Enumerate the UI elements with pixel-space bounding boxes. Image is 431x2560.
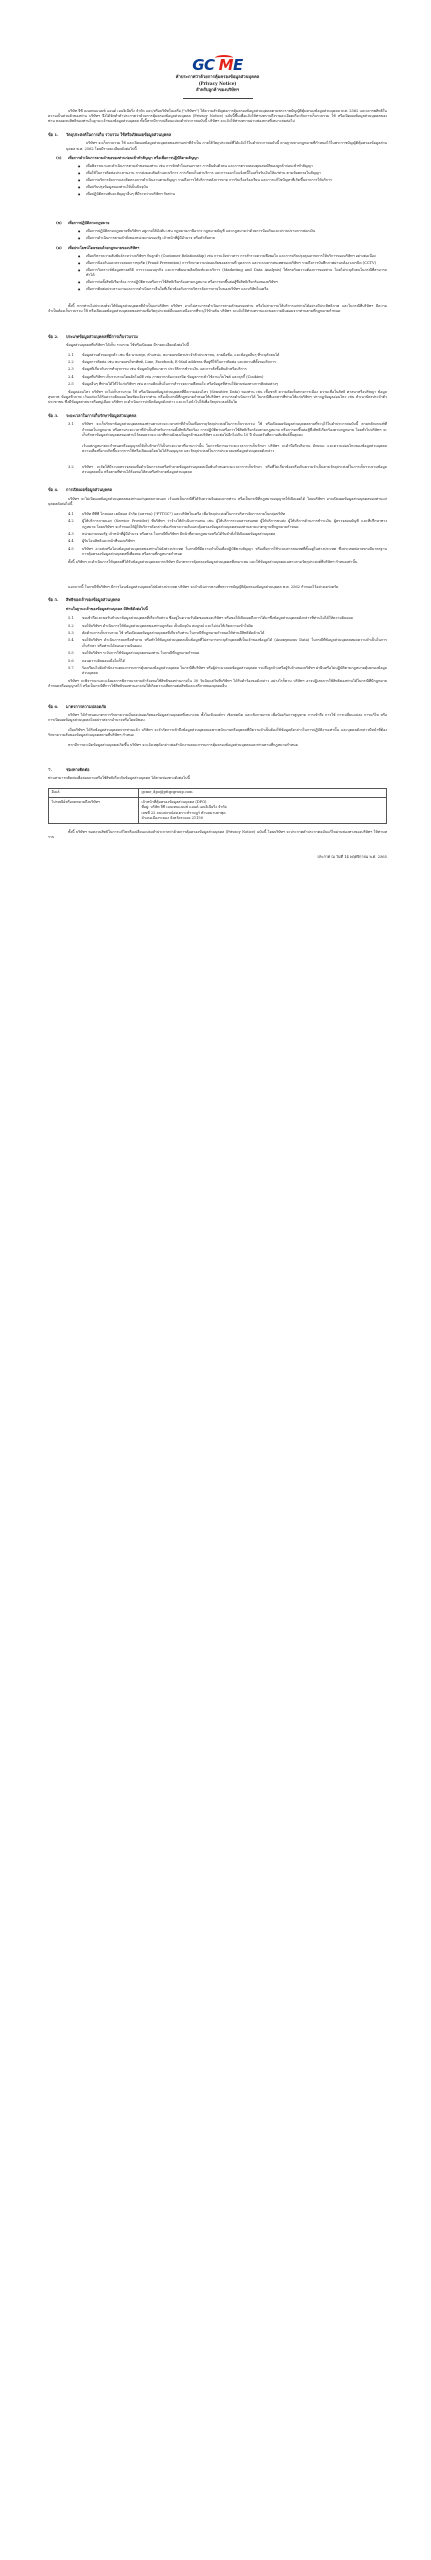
section-1-intro: บริษัทฯ จะเก็บรวบรวม ใช้ และเปิดเผยข้อมูลส่วนบุคคลของท่านเท่าที่จำเป็น ภายใต้วัตถุประสงค์ที่ได้แจ้งไว้ในคำประกาศฉบับนี้ ตามฐานทางกฎหมายที่กำหนดไว้ในพระราชบัญญัติคุ้มครองข้อมูลส่วนบุคคล พ.ศ. 2562 โดยมีรายละเอียดดังต่อไปนี้ <box>66 141 387 151</box>
title-en: (Privacy Notice) <box>198 80 237 86</box>
list-item: 2.5 ข้อมูลอื่นๆ ที่ท่านได้ให้ไว้แก่บริษัทฯ เช่น ความคิดเห็นในการสำรวจความพึงพอใจ หรือข้อมูลที่ท่านให้ผ่านช่องทางการติดต่อต่างๆ <box>68 382 279 387</box>
section-1b-list <box>48 229 387 241</box>
list-item: 2.3 ข้อมูลที่เกี่ยวกับการทำธุรกรรม เช่น ข้อมูลบัญชีธนาคาร ประวัติการชำระเงิน และการสั่งซื้อสินค้าหรือบริการ <box>68 367 247 372</box>
list-item: 2.2 ข้อมูลการติดต่อ เช่น หมายเลขโทรศัพท์, Line, Facebook, E-Mail address ที่อยู่ที่ใช้ในการติดต่อ และสถานที่ตั้งของกิจการ <box>68 359 276 364</box>
logo-letter-e: E <box>233 55 243 74</box>
list-item: 3.1 บริษัทฯ จะเก็บรักษาข้อมูลส่วนบุคคลของท่านตามระยะเวลาเท่าที่จำเป็นเพื่อบรรลุวัตถุประสงค์ในการเก็บรวบรวม ใช้ หรือเปิดเผยข้อมูลส่วนบุคคลตามที่ระบุไว้ในคำประกาศฉบับนี้ ตามหลักเกณฑ์ที่กำหนดในกฎหมาย หรือตามระยะเวลาที่จำเป็นสำหรับการก่อตั้งสิทธิเรียกร้อง การปฏิบัติตามหรือการใช้สิทธิเรียกร้องตามกฎหมาย หรือการยกขึ้นต่อสู้ซึ่งสิทธิเรียกร้องตามกฎหมาย โดยทั่วไปบริษัทฯ จะเก็บรักษาข้อมูลส่วนบุคคลของท่านไว้ตลอดระยะเวลาที่ท่านยังคงเป็นลูกค้าของบริษัทฯ และต่อไปอีกไม่เกิน 10 ปี นับแต่วันที่ความสัมพันธ์สิ้นสุดลง เว้นแต่กฎหมายจะกำหนดหรืออนุญาตให้เก็บรักษาไว้เป็นระยะเวลาที่นานกว่านั้น ในการพิจารณาระยะเวลาการเก็บรักษา บริษัทฯ จะคำนึงถึงปริมาณ ลักษณะ และความอ่อนไหวของข้อมูลส่วนบุคคล ความเสี่ยงที่อาจเกิดขึ้นจากการใช้หรือเปิดเผยโดยไม่ได้รับอนุญาต และวัตถุประสงค์ในการประมวลผลข้อมูลส่วนบุคคลดังกล่าว <box>68 422 387 454</box>
list-item: 5.5 ขอให้บริษัทฯ ระงับการใช้ข้อมูลส่วนบุคคลของท่าน ในกรณีที่กฎหมายกำหนด <box>68 651 200 656</box>
section-1a-heading: (ก) เพื่อการดำเนินการตามคำขอของท่านก่อนเข้าทำสัญญา หรือเพื่อการปฏิบัติตามสัญญา <box>56 155 199 160</box>
list-item: ● เพื่อการปฏิบัติตามกฎหมายที่บริษัทฯ อยู่ภายใต้บังคับ เช่น กฎหมายภาษีอากร กฎหมายบัญชี และกฎหมายว่าด้วยการป้องกันและปราบปรามการฟอกเงิน <box>86 229 387 234</box>
section-1a-list <box>48 164 387 197</box>
section-1c-heading: (ค) เพื่อประโยชน์โดยชอบด้วยกฎหมายของบริษัทฯ <box>56 245 140 250</box>
list-item: 4.2 ผู้ให้บริการภายนอก (Service Provider) ที่บริษัทฯ ว่าจ้างให้ดำเนินการแทน เช่น ผู้ให้บริการระบบสารสนเทศ ผู้ให้บริการขนส่ง ผู้ให้บริการด้านการชำระเงิน ผู้ตรวจสอบบัญชี และที่ปรึกษาทางกฎหมาย โดยบริษัทฯ จะกำหนดให้ผู้ให้บริการดังกล่าวต้องรักษาความลับและคุ้มครองข้อมูลส่วนบุคคลของท่านตามมาตรฐานที่กฎหมายกำหนด <box>68 519 387 529</box>
list-item: ● เพื่อการก่อตั้งสิทธิเรียกร้อง การปฏิบัติตามหรือการใช้สิทธิเรียกร้องตามกฎหมาย หรือการยกขึ้นต่อสู้ซึ่งสิทธิเรียกร้องของบริษัทฯ <box>86 280 387 285</box>
section-5-heading: ข้อ 5. สิทธิของเจ้าของข้อมูลส่วนบุคคล <box>48 597 121 603</box>
section-2-list <box>48 353 387 388</box>
list-item: 5.3 คัดค้านการเก็บรวบรวม ใช้ หรือเปิดเผยข้อมูลส่วนบุคคลที่เกี่ยวกับท่าน ในกรณีที่กฎหมายกำหนดให้ท่านมีสิทธิคัดค้านได้ <box>68 630 265 635</box>
section-2-heading: ข้อ 2. ประเภทข้อมูลส่วนบุคคลที่มีการเก็บรวบรวม <box>48 333 138 339</box>
company-logo <box>192 55 243 74</box>
section-6-paragraph-3: หากมีการละเมิดข้อมูลส่วนบุคคลเกิดขึ้น บริษัทฯ จะแจ้งเหตุดังกล่าวต่อสำนักงานคณะกรรมการคุ้มครองข้อมูลส่วนบุคคลและท่านตามที่กฎหมายกำหนด <box>68 742 298 747</box>
section-7-outro: ทั้งนี้ บริษัทฯ ขอสงวนสิทธิในการแก้ไขหรือเปลี่ยนแปลงคำประกาศว่าด้วยการคุ้มครองข้อมูลส่วนบุคคล (Privacy Notice) ฉบับนี้ โดยบริษัทฯ จะประกาศคำประกาศฉบับแก้ไขผ่านช่องทางของบริษัทฯ ให้ท่านทราบ <box>48 829 387 840</box>
intro-paragraph: บริษัท จีซี เมนเทนแนนซ์ แอนด์ เอนจิเนียริ่ง จำกัด และ/หรือบริษัทในเครือ ("บริษัทฯ") ให้ความสำคัญต่อการคุ้มครองข้อมูลส่วนบุคคลตามพระราชบัญญัติคุ้มครองข้อมูลส่วนบุคคล พ.ศ. 2562 และเคารพสิทธิในความเป็นส่วนตัวของท่าน บริษัทฯ จึงได้จัดทำคำประกาศว่าด้วยการคุ้มครองข้อมูลส่วนบุคคล (Privacy Notice) ฉบับนี้ขึ้นเพื่อแจ้งให้ท่านทราบถึงรายละเอียดเกี่ยวกับการเก็บรวบรวม ใช้ หรือเปิดเผยข้อมูลส่วนบุคคลของท่าน ตลอดจนสิทธิของท่านในฐานะเจ้าของข้อมูลส่วนบุคคล ทั้งนี้หากมีการเปลี่ยนแปลงคำประกาศฉบับนี้ บริษัทฯ จะแจ้งให้ท่านทราบผ่านช่องทางที่เหมาะสมต่อไป <box>48 108 387 124</box>
list-item: 5.7 ร้องเรียนไปยังสำนักงานคณะกรรมการคุ้มครองข้อมูลส่วนบุคคล ในกรณีที่บริษัทฯ หรือผู้ประมวลผลข้อมูลส่วนบุคคล รวมถึงลูกจ้างหรือผู้รับจ้างของบริษัทฯ ฝ่าฝืนหรือไม่ปฏิบัติตามกฎหมายคุ้มครองข้อมูลส่วนบุคคล <box>68 666 387 676</box>
title-divider <box>183 98 253 99</box>
list-item: 2.1 ข้อมูลส่วนตัวของลูกค้า เช่น ชื่อ-นามสกุล, ตำแหน่ง, หมายเลขบัตรประจำตัวประชาชน, ลายมือชื่อ, และข้อมูลอื่นๆ ที่ระบุตัวตนได้ <box>68 352 280 357</box>
section-1-heading: ข้อ 1. วัตถุประสงค์ในการเก็บ รวบรวม ใช้หรือเปิดเผยข้อมูลส่วนบุคคล <box>48 131 172 137</box>
section-1-outro: ทั้งนี้ หากท่านไม่ประสงค์จะให้ข้อมูลส่วนบุคคลที่จำเป็นแก่บริษัทฯ บริษัทฯ อาจไม่สามารถดำเนินการตามคำขอของท่าน หรือไม่สามารถให้บริการแก่ท่านได้อย่างมีประสิทธิภาพ และในกรณีที่บริษัทฯ มีความจำเป็นต้องเก็บรวบรวม ใช้ หรือเปิดเผยข้อมูลส่วนบุคคลของท่านเพื่อวัตถุประสงค์อื่นนอกเหนือจากที่ระบุไว้ข้างต้น บริษัทฯ จะแจ้งให้ท่านทราบและขอความยินยอมจากท่านตามที่กฎหมายกำหนด <box>48 303 387 314</box>
announcement-date: ประกาศ ณ วันที่ 14 พฤศจิกายน พ.ศ. 2565 <box>317 854 387 859</box>
contact-email-link[interactable]: gcme_dpo@pttgcgroup.com <box>139 788 387 797</box>
section-6-heading: ข้อ 6. มาตรการความปลอดภัย <box>48 703 107 709</box>
contact-table <box>48 788 387 824</box>
section-5-outro: บริษัทฯ จะพิจารณาและแจ้งผลการพิจารณาตามคำร้องขอใช้สิทธิของท่านภายใน 30 วันนับแต่วันที่บริษัทฯ ได้รับคำร้องขอดังกล่าว อย่างไรก็ตาม บริษัทฯ อาจปฏิเสธการใช้สิทธิของท่านได้ในกรณีที่มีกฎหมายกำหนดหรืออนุญาตไว้ หรือเป็นกรณีที่การใช้สิทธิของท่านอาจก่อให้เกิดความเสียหายต่อสิทธิและเสรีภาพของบุคคลอื่น <box>48 678 387 689</box>
list-item: 4.5 บริษัทฯ อาจส่งหรือโอนข้อมูลส่วนบุคคลของท่านไปยังต่างประเทศ ในกรณีที่มีความจำเป็นเพื่อปฏิบัติตามสัญญา หรือเพื่อการใช้ระบบสารสนเทศที่ตั้งอยู่ในต่างประเทศ ซึ่งประเทศปลายทางมีมาตรฐานการคุ้มครองข้อมูลส่วนบุคคลที่เพียงพอ หรือตามที่กฎหมายกำหนด <box>68 546 387 557</box>
section-1b-heading: (ข) เพื่อการปฏิบัติตามกฎหมาย <box>56 220 110 225</box>
section-3-heading: ข้อ 3. ระยะเวลาในการเก็บรักษาข้อมูลส่วนบุคคล <box>48 412 137 418</box>
section-3-list <box>48 422 387 475</box>
section-7-intro: ท่านสามารถติดต่อเพื่อสอบถามหรือใช้สิทธิเกี่ยวกับข้อมูลส่วนบุคคล ได้ตามช่องทางดังต่อไปนี้ <box>48 776 190 781</box>
logo-letter-g: G <box>192 55 205 74</box>
list-item: 5.2 ขอให้บริษัทฯ ดำเนินการให้ข้อมูลส่วนบุคคลของท่านถูกต้อง เป็นปัจจุบัน สมบูรณ์ และไม่ก่อให้เกิดความเข้าใจผิด <box>68 623 253 628</box>
list-item: ● เพื่อการดำเนินการตามคำสั่งของหน่วยงานของรัฐ เจ้าหน้าที่ผู้มีอำนาจ หรือคำสั่งศาล <box>86 236 387 241</box>
list-item: ● เพื่อการป้องกันและตรวจสอบการทุจริต (Fraud Prevention) การรักษาความปลอดภัยของสถานที่ บุคลากร และระบบสารสนเทศของบริษัทฯ รวมถึงการบันทึกภาพผ่านกล้องวงจรปิด (CCTV) <box>86 261 387 266</box>
list-item: 5.1 ขอเข้าถึงและขอรับสำเนาข้อมูลส่วนบุคคลที่เกี่ยวกับท่าน ซึ่งอยู่ในความรับผิดชอบของบริษัทฯ หรือขอให้เปิดเผยถึงการได้มาซึ่งข้อมูลส่วนบุคคลดังกล่าวที่ท่านไม่ได้ให้ความยินยอม <box>68 616 353 621</box>
list-item: ● เพื่อการบริหารจัดการและติดตามการดำเนินงานตามสัญญา รวมถึงการให้บริการหลังการขาย การรับเรื่องร้องเรียน และการแก้ไขปัญหาที่เกิดขึ้นจากการให้บริการ <box>86 178 387 183</box>
table-row: อีเมล์ gcme_dpo@pttgcgroup.com <box>49 788 387 797</box>
section-4-list <box>48 512 387 558</box>
list-item: 3.2 บริษัทฯ จะจัดให้มีระบบตรวจสอบเพื่อดำเนินการลบหรือทำลายข้อมูลส่วนบุคคลเมื่อพ้นกำหนดระยะเวลาการเก็บรักษา หรือที่ไม่เกี่ยวข้องหรือเกินความจำเป็นตามวัตถุประสงค์ในการเก็บรวบรวมข้อมูลส่วนบุคคลนั้น หรือตามที่ท่านได้ร้องขอให้ลบหรือทำลายข้อมูลส่วนบุคคล <box>68 464 387 475</box>
section-2-sensitive-data: ข้อมูลอ่อนไหว บริษัทฯ จะไม่เก็บรวบรวม ใช้ หรือเปิดเผยข้อมูลส่วนบุคคลที่มีความอ่อนไหว (Sensitive Data) ของท่าน เช่น เชื้อชาติ ความคิดเห็นทางการเมือง ความเชื่อในลัทธิ ศาสนาหรือปรัชญา ข้อมูลสุขภาพ ข้อมูลชีวภาพ เว้นแต่จะได้รับความยินยอมโดยชัดแจ้งจากท่าน หรือเป็นกรณีที่กฎหมายกำหนดให้บริษัทฯ สามารถดำเนินการได้ ในกรณีที่เอกสารที่ท่านให้แก่บริษัทฯ ปรากฏข้อมูลอ่อนไหว เช่น สำเนาบัตรประจำตัวประชาชน ซึ่งมีข้อมูลศาสนาหรือหมู่เลือด บริษัทฯ จะดำเนินการปกปิดข้อมูลดังกล่าว และจะไม่นำไปใช้เพื่อวัตถุประสงค์อื่นใด <box>48 389 387 405</box>
section-6-paragraph-1: บริษัทฯ ได้กำหนดมาตรการรักษาความมั่นคงปลอดภัยของข้อมูลส่วนบุคคลที่เหมาะสม ทั้งในเชิงองค์กร เชิงเทคนิค และเชิงกายภาพ เพื่อป้องกันการสูญหาย การเข้าถึง การใช้ การเปลี่ยนแปลง การแก้ไข หรือการเปิดเผยข้อมูลส่วนบุคคลโดยปราศจากอำนาจหรือโดยมิชอบ <box>48 713 387 723</box>
section-7-heading: 7. ช่องทางติดต่อ <box>48 767 90 773</box>
list-item: ● เพื่อการติดต่อประสานงานและการดำเนินการอื่นใดที่เกี่ยวข้องกับการบริหารจัดการภายในของบริษัทฯ และบริษัทในเครือ <box>86 287 387 292</box>
table-row: ไปรษณีย์หรือจดหมายถึงบริษัทฯ เจ้าหน้าที่คุ้มครองข้อมูลส่วนบุคคล (DPO) ที่อยู่: บริษัท จีซี เมนเทนแนนซ์ แอนด์ เอนจิเนียริ่ง จำกัด เลขที่ 22 ถนนปกรณ์สงเคราะห์ราษฎร์ ตำบลมาบตาพุด อำเภอเมืองระยอง จังหวัดระยอง 21150 <box>49 798 387 824</box>
list-item: ● เพื่อการวิเคราะห์ข้อมูลทางสถิติ การวางแผนธุรกิจ และการพัฒนาผลิตภัณฑ์และบริการ (Marketing and Data Analysis) ให้ตรงกับความต้องการของท่าน โดยไม่ระบุตัวตนในกรณีที่สามารถทำได้ <box>86 268 387 279</box>
section-6-paragraph-2: เมื่อบริษัทฯ ได้รับข้อมูลส่วนบุคคลจากท่านแล้ว บริษัทฯ จะจำกัดการเข้าถึงข้อมูลส่วนบุคคลเฉพาะพนักงานหรือบุคคลที่มีความจำเป็นต้องใช้ข้อมูลดังกล่าวในการปฏิบัติงานเท่านั้น และบุคคลดังกล่าวมีหน้าที่ต้องรักษาความลับของข้อมูลส่วนบุคคลตามที่บริษัทฯ กำหนด <box>48 727 387 738</box>
list-item: 4.4 ผู้รับโอนสิทธิและหน้าที่ของบริษัทฯ <box>68 539 135 544</box>
section-4-outro: ทั้งนี้ บริษัทฯ จะดำเนินการให้บุคคลที่ได้รับข้อมูลส่วนบุคคลจากบริษัทฯ มีมาตรการคุ้มครองข้อมูลส่วนบุคคลที่เหมาะสม และใช้ข้อมูลส่วนบุคคลเฉพาะตามวัตถุประสงค์ที่บริษัทฯ กำหนดเท่านั้น <box>68 559 358 564</box>
list-item: ● เพื่อบริหารความสัมพันธ์ระหว่างบริษัทฯ กับลูกค้า (Customer Relationship) เช่น การแจ้งข่าวสาร การสำรวจความพึงพอใจ และการปรับปรุงคุณภาพการให้บริการของบริษัทฯ อย่างต่อเนื่อง <box>86 254 387 259</box>
section-4-outro-2: นอกจากนี้ ในกรณีที่บริษัทฯ มีการโอนข้อมูลส่วนบุคคลไปยังต่างประเทศ บริษัทฯ จะดำเนินการตามที่พระราชบัญญัติคุ้มครองข้อมูลส่วนบุคคล พ.ศ. 2562 กำหนดไว้อย่างเคร่งครัด <box>68 584 339 589</box>
logo-area <box>48 0 387 72</box>
list-item: 5.4 ขอให้บริษัทฯ ดำเนินการลบหรือทำลาย หรือทำให้ข้อมูลส่วนบุคคลเป็นข้อมูลที่ไม่สามารถระบุตัวบุคคลที่เป็นเจ้าของข้อมูลได้ (Anonymous Data) ในกรณีที่ข้อมูลส่วนบุคคลหมดความจำเป็นในการเก็บรักษา หรือท่านได้ถอนความยินยอม <box>68 638 387 648</box>
section-1c-list <box>48 254 387 292</box>
section-5-lead: ท่านในฐานะเจ้าของข้อมูลส่วนบุคคล มีสิทธิดังต่อไปนี้ <box>66 606 148 611</box>
list-item: ● เพื่อปฏิบัติตามพันธะสัญญาอื่นๆ ที่มีระหว่างบริษัทฯ กับท่าน <box>86 192 387 197</box>
list-item: 2.4 ข้อมูลที่บริษัทฯ เก็บรวบรวมโดยอัตโนมัติ เช่น ภาพจากกล้องวงจรปิด ข้อมูลการเข้าใช้งานเว็บไซต์ และคุกกี้ (Cookies) <box>68 374 264 379</box>
document-title <box>48 74 387 94</box>
list-item: 4.1 บริษัท พีทีที โกลบอล เคมิคอล จำกัด (มหาชน) ("PTTGC") และบริษัทในเครือ เพื่อวัตถุประสงค์ในการบริหารจัดการภายในกลุ่มบริษัท <box>68 511 285 516</box>
logo-letter-m: M <box>218 55 233 74</box>
title-subtitle: สำหรับลูกค้าของบริษัทฯ <box>195 87 240 92</box>
list-item: ● เพื่อพิจารณาและดำเนินการตามคำขอของท่าน เช่น การจัดทำใบเสนอราคา การยืนยันตัวตน และการตรวจสอบคุณสมบัติของลูกค้าก่อนเข้าทำสัญญา <box>86 164 387 169</box>
section-5-list <box>48 616 387 677</box>
title-th: คำประกาศว่าด้วยการคุ้มครองข้อมูลส่วนบุคคล <box>175 74 260 79</box>
section-4-heading: ข้อ 4. การเปิดเผยข้อมูลส่วนบุคคล <box>48 487 113 493</box>
list-item: ● เพื่อใช้ในการติดต่อประสานงาน การส่งมอบสินค้าและบริการ การเรียกเก็บค่าบริการ และการออกใบแจ้งหนี้ใบเสร็จรับเงินให้แก่ท่าน ตามข้อตกลงในสัญญา <box>86 171 387 176</box>
section-4-intro: บริษัทฯ จะไม่เปิดเผยข้อมูลส่วนบุคคลของท่านแก่บุคคลภายนอก เว้นแต่เป็นกรณีที่ได้รับความยินยอมจากท่าน หรือเป็นกรณีที่กฎหมายอนุญาตให้เปิดเผยได้ โดยบริษัทฯ อาจเปิดเผยข้อมูลส่วนบุคคลของท่านแก่บุคคลดังต่อไปนี้ <box>48 496 387 507</box>
list-item: 5.6 ถอนความยินยอมเมื่อใดก็ได้ <box>68 658 125 663</box>
list-item: ● เพื่อปรับปรุงข้อมูลของท่านให้เป็นปัจจุบัน <box>86 185 387 190</box>
section-2-intro: ข้อมูลส่วนบุคคลที่บริษัทฯ ได้เก็บ รวบรวม ใช้หรือเปิดเผย มีรายละเอียดดังต่อไปนี้ <box>66 343 189 348</box>
list-item: 4.3 หน่วยงานของรัฐ เจ้าหน้าที่ผู้มีอำนาจ หรือศาล ในกรณีที่บริษัทฯ มีหน้าที่ตามกฎหมายหรือได้รับคำสั่งให้เปิดเผยข้อมูลส่วนบุคคล <box>68 531 276 536</box>
logo-letter-c: C <box>204 55 215 74</box>
